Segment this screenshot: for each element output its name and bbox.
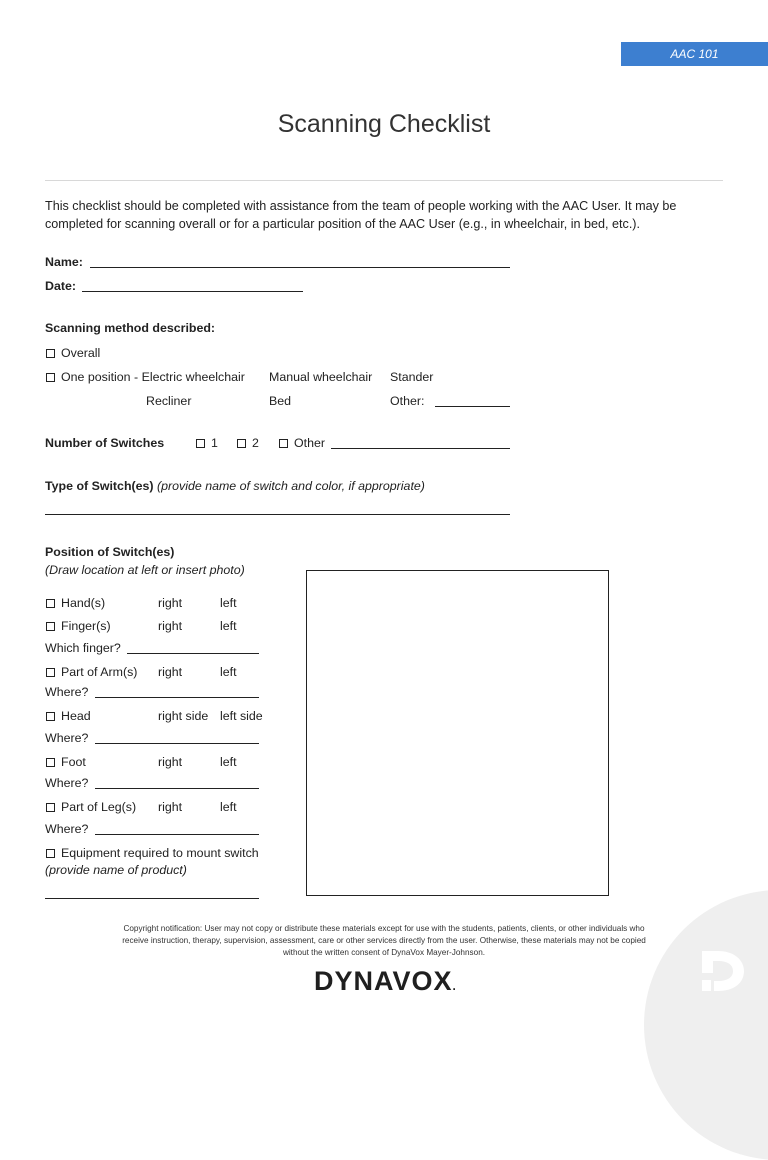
which-finger-field[interactable] [127,653,259,654]
arm-where-field[interactable] [95,697,259,698]
recliner-label: Recliner [146,394,192,408]
one-position-checkbox[interactable] [46,373,55,382]
head-right-side: right side [158,709,209,723]
switches-1-checkbox[interactable] [196,439,205,448]
intro-paragraph: This checklist should be completed with assistance from the team of people working with the AAC User. It may be completed for scanning overall or for a particular position of the AAC User (e.g., in wheelchair, in bed, etc.). [45,199,677,231]
fingers-right: right [158,619,183,633]
foot-left: left [220,755,237,769]
position-heading: Position of Switch(es) [45,545,175,559]
one-position-option[interactable] [46,369,245,385]
scanning-method-heading: Scanning method described: [45,321,216,335]
equipment-note: (provide name of product) [45,863,187,877]
name-field[interactable] [90,267,510,268]
leg-right: right [158,800,183,814]
arm-where-label: Where? [45,685,89,699]
head-checkbox[interactable] [46,712,55,721]
logo-dot: . [452,979,457,993]
fingers-label: Finger(s) [61,619,111,633]
number-of-switches-label: Number of Switches [45,436,165,450]
switches-other-field[interactable] [331,448,510,449]
overall-label: Overall [61,346,101,360]
type-of-switch-label: Type of Switch(es) [45,479,154,493]
switches-option-1[interactable] [196,435,218,451]
head-where-label: Where? [45,731,89,745]
page-title: Scanning Checklist [277,110,491,138]
switch-location-drawing-box[interactable] [306,570,609,896]
stander-label: Stander [390,370,434,384]
dynavox-logo [314,966,457,997]
head-option[interactable] [46,708,91,724]
fingers-checkbox[interactable] [46,622,55,631]
arm-option[interactable] [46,664,137,680]
head-left-side: left side [220,709,263,723]
arm-label: Part of Arm(s) [61,665,138,679]
fingers-option[interactable] [46,618,111,634]
title-divider [45,180,723,181]
method-other-field[interactable] [435,406,510,407]
equipment-option[interactable] [46,845,259,861]
switches-option-2[interactable] [237,435,259,451]
hands-checkbox[interactable] [46,599,55,608]
leg-option[interactable] [46,799,136,815]
foot-where-label: Where? [45,776,89,790]
leg-checkbox[interactable] [46,803,55,812]
arm-checkbox[interactable] [46,668,55,677]
type-of-switch-note: (provide name of switch and color, if appropriate) [157,479,425,493]
hands-left: left [220,596,237,610]
fingers-left: left [220,619,237,633]
hands-right: right [158,596,183,610]
hands-label: Hand(s) [61,596,106,610]
position-note: (Draw location at left or insert photo) [45,563,245,577]
foot-label: Foot [61,755,86,769]
overall-option[interactable] [46,345,100,361]
equipment-checkbox[interactable] [46,849,55,858]
course-badge: AAC 101 [621,42,768,66]
hands-option[interactable] [46,595,105,611]
type-of-switch-row [45,478,425,494]
foot-checkbox[interactable] [46,758,55,767]
overall-checkbox[interactable] [46,349,55,358]
one-position-label: One position - Electric wheelchair [61,370,245,384]
date-label: Date: [45,279,76,293]
leg-where-field[interactable] [95,834,259,835]
dynavox-mark-icon [698,945,748,995]
type-of-switch-field[interactable] [45,514,510,515]
switches-2-checkbox[interactable] [237,439,246,448]
equipment-field[interactable] [45,898,259,899]
leg-label: Part of Leg(s) [61,800,137,814]
date-field[interactable] [82,291,303,292]
head-label: Head [61,709,91,723]
head-where-field[interactable] [95,743,259,744]
name-label: Name: [45,255,83,269]
corner-decoration [644,890,768,1160]
which-finger-label: Which finger? [45,641,121,655]
method-other-label: Other: [390,394,425,408]
switches-other-label: Other [294,436,325,450]
switches-other-checkbox[interactable] [279,439,288,448]
switches-option-other[interactable] [279,435,325,451]
switches-1-label: 1 [211,436,218,450]
switches-2-label: 2 [252,436,259,450]
leg-left: left [220,800,237,814]
foot-where-field[interactable] [95,788,259,789]
arm-left: left [220,665,237,679]
foot-right: right [158,755,183,769]
logo-text: DYNAVOX [314,966,453,996]
equipment-label: Equipment required to mount switch [61,846,259,860]
manual-wheelchair-label: Manual wheelchair [269,370,373,384]
arm-right: right [158,665,183,679]
copyright-notice: Copyright notification: User may not copy or distribute these materials except for use with the students, patients, clients, or other individuals who receive instruction, therapy, supervision, assessment, care or other services directly from the user. Otherwise, these materials may not be copied without the written consent of DynaVox Mayer-Johnson. [122,924,646,957]
foot-option[interactable] [46,754,86,770]
bed-label: Bed [269,394,292,408]
leg-where-label: Where? [45,822,89,836]
